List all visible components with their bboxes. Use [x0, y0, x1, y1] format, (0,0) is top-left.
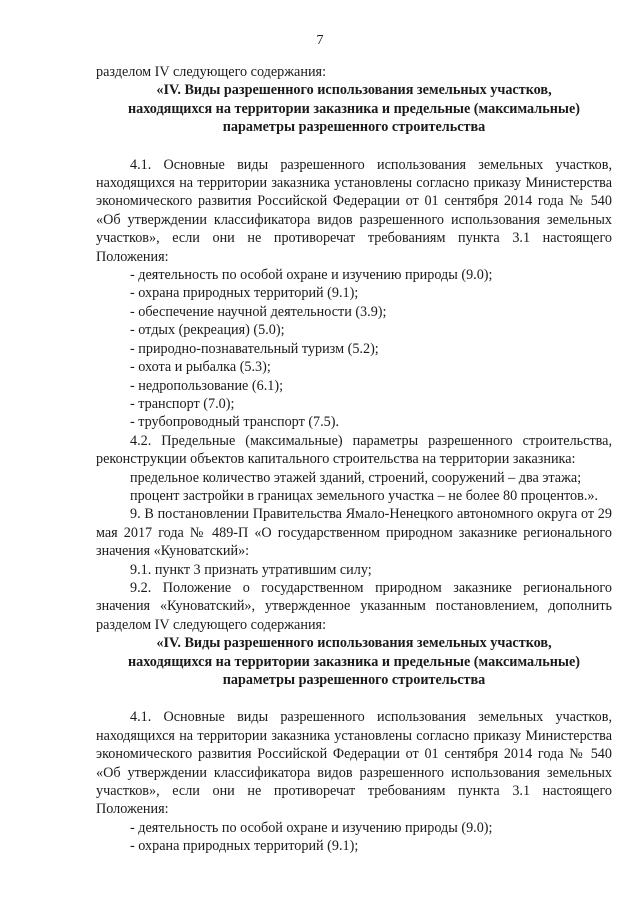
list-item: - трубопроводный транспорт (7.5).: [130, 414, 340, 431]
list-item: - транспорт (7.0);: [130, 395, 235, 412]
section-heading-1-line-3: параметры разрешенного строительства: [222, 119, 486, 136]
paragraph-4-1-second: 4.1. Основные виды разрешенного использования земельных участков, находящихся на территории заказника установлены согласно приказу Министерства экономического развития Российской Федерации от 01 сентября 2014 года № 540 «Об утверждении классификатора видов разрешенного использования земельных участков», если они не противоречат требованиям пункта 3.1 настоящего Положения:: [96, 709, 612, 818]
document-body: [96, 63, 612, 856]
section-heading-1-line-1: «IV. Виды разрешенного использования земельных участков,: [156, 82, 552, 99]
section-heading-1-line-2: находящихся на территории заказника и предельные (максимальные): [127, 100, 581, 117]
section-heading-2-line-2: находящихся на территории заказника и предельные (максимальные): [127, 653, 581, 670]
list-item: - деятельность по особой охране и изучению природы (9.0);: [130, 267, 493, 284]
page-number: 7: [316, 33, 324, 48]
list-item: - природно-познавательный туризм (5.2);: [130, 340, 379, 357]
paragraph-4-2: 4.2. Предельные (максимальные) параметры разрешенного строительства, реконструкции объектов капитального строительства на территории заказника:: [96, 432, 612, 468]
intro-line: разделом IV следующего содержания:: [96, 64, 327, 80]
land-use-list-1: [96, 266, 612, 432]
list-item: - охота и рыбалка (5.3);: [130, 359, 271, 376]
paragraph-4-2-floors: предельное количество этажей зданий, строений, сооружений – два этажа;: [130, 469, 582, 486]
paragraph-4-2-coverage: процент застройки в границах земельного участка – не более 80 процентов.».: [130, 487, 599, 504]
list-item: - деятельность по особой охране и изучению природы (9.0);: [130, 819, 493, 836]
section-heading-2: [96, 634, 612, 689]
paragraph-9-1: 9.1. пункт 3 признать утратившим силу;: [130, 561, 372, 578]
list-item: - отдых (рекреация) (5.0);: [130, 322, 285, 339]
list-item: - охрана природных территорий (9.1);: [130, 838, 359, 855]
paragraph-9: 9. В постановлении Правительства Ямало-Ненецкого автономного округа от 29 мая 2017 года № 489-П «О государственном природном заказнике регионального значения «Куноватский»:: [96, 506, 612, 560]
paragraph-9-2: 9.2. Положение о государственном природном заказнике регионального значения «Куноватский», утвержденное указанным постановлением, дополнить разделом IV следующего содержания:: [96, 579, 612, 633]
section-heading-2-line-1: «IV. Виды разрешенного использования земельных участков,: [156, 635, 552, 652]
section-heading-1: [96, 81, 612, 136]
paragraph-4-1: 4.1. Основные виды разрешенного использования земельных участков, находящихся на территории заказника установлены согласно приказу Министерства экономического развития Российской Федерации от 01 сентября 2014 года № 540 «Об утверждении классификатора видов разрешенного использования земельных участков», если они не противоречат требованиям пункта 3.1 настоящего Положения:: [96, 156, 612, 265]
list-item: - недропользование (6.1);: [130, 377, 284, 394]
list-item: - охрана природных территорий (9.1);: [130, 285, 359, 302]
section-heading-2-line-3: параметры разрешенного строительства: [222, 672, 486, 688]
list-item: - обеспечение научной деятельности (3.9);: [130, 303, 387, 320]
land-use-list-2: [96, 819, 612, 856]
